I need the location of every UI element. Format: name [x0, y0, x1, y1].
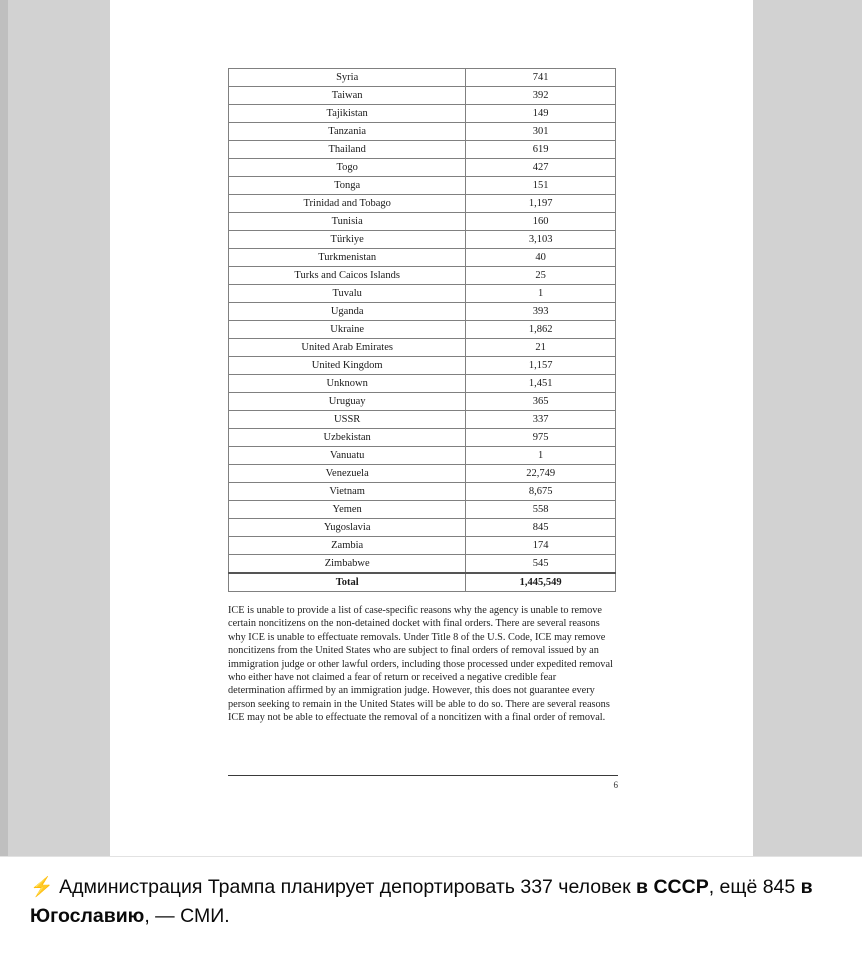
- cell-count: 975: [466, 429, 616, 447]
- cell-count: 393: [466, 303, 616, 321]
- cell-country: Trinidad and Tobago: [229, 195, 466, 213]
- table-row: [229, 483, 616, 501]
- document-page: [110, 0, 753, 856]
- cell-count: 25: [466, 267, 616, 285]
- cell-country: Türkiye: [229, 231, 466, 249]
- cell-country: Yugoslavia: [229, 519, 466, 537]
- table-row: [229, 159, 616, 177]
- table-row: [229, 339, 616, 357]
- cell-country: Tajikistan: [229, 105, 466, 123]
- cell-count: 1,862: [466, 321, 616, 339]
- cell-count: 741: [466, 69, 616, 87]
- cell-country: Yemen: [229, 501, 466, 519]
- cell-country: Ukraine: [229, 321, 466, 339]
- table-row: [229, 321, 616, 339]
- table-row: [229, 87, 616, 105]
- table-row: [229, 123, 616, 141]
- cell-count: 160: [466, 213, 616, 231]
- cell-count: 149: [466, 105, 616, 123]
- table-body: [229, 69, 616, 592]
- table-row: [229, 411, 616, 429]
- removals-by-country-table: [228, 68, 616, 592]
- cell-count: 1: [466, 285, 616, 303]
- caption-part-1: Администрация Трампа планирует депортировать 337 человек: [59, 876, 637, 898]
- cell-country: USSR: [229, 411, 466, 429]
- cell-count: 365: [466, 393, 616, 411]
- cell-country: United Arab Emirates: [229, 339, 466, 357]
- table-row: [229, 267, 616, 285]
- table-row: [229, 213, 616, 231]
- cell-country: Togo: [229, 159, 466, 177]
- cell-country: Tuvalu: [229, 285, 466, 303]
- table-row: [229, 555, 616, 574]
- document-content: [228, 68, 628, 790]
- cell-country: Turkmenistan: [229, 249, 466, 267]
- cell-country: Vietnam: [229, 483, 466, 501]
- caption-bold-2: в Югославию: [30, 876, 813, 927]
- cell-country: Vanuatu: [229, 447, 466, 465]
- table-row: [229, 375, 616, 393]
- table-row: [229, 537, 616, 555]
- cell-count: 1,197: [466, 195, 616, 213]
- cell-count: 174: [466, 537, 616, 555]
- table-row: [229, 177, 616, 195]
- cell-country: Taiwan: [229, 87, 466, 105]
- cell-country: Zambia: [229, 537, 466, 555]
- table-row: [229, 231, 616, 249]
- table-row: [229, 465, 616, 483]
- caption-text: [0, 857, 862, 931]
- cell-count: 1,451: [466, 375, 616, 393]
- caption-part-2: , ещё 845: [708, 876, 801, 898]
- table-row: [229, 69, 616, 87]
- cell-country: Tonga: [229, 177, 466, 195]
- cell-count: 392: [466, 87, 616, 105]
- table-row: [229, 519, 616, 537]
- caption-part-3: , — СМИ.: [144, 905, 230, 927]
- table-total-row: [229, 573, 616, 592]
- cell-country: Uzbekistan: [229, 429, 466, 447]
- cell-country: Syria: [229, 69, 466, 87]
- cell-country: Thailand: [229, 141, 466, 159]
- page-number: 6: [613, 779, 618, 790]
- cell-country: United Kingdom: [229, 357, 466, 375]
- cell-country: Uganda: [229, 303, 466, 321]
- table-row: [229, 195, 616, 213]
- cell-count: 427: [466, 159, 616, 177]
- table-row: [229, 357, 616, 375]
- cell-count: 3,103: [466, 231, 616, 249]
- table-row: [229, 249, 616, 267]
- table-row: [229, 285, 616, 303]
- table-row: [229, 429, 616, 447]
- high-voltage-icon: ⚡: [30, 877, 54, 898]
- cell-country: Tunisia: [229, 213, 466, 231]
- cell-count: 22,749: [466, 465, 616, 483]
- cell-count: 1,157: [466, 357, 616, 375]
- cell-count: 151: [466, 177, 616, 195]
- page-footer-rule: [228, 775, 618, 776]
- cell-count: 558: [466, 501, 616, 519]
- cell-country: Uruguay: [229, 393, 466, 411]
- cell-count: 301: [466, 123, 616, 141]
- cell-count: 8,675: [466, 483, 616, 501]
- cell-total-count: 1,445,549: [466, 573, 616, 592]
- cell-count: 40: [466, 249, 616, 267]
- cell-country: Zimbabwe: [229, 555, 466, 574]
- cell-country: Turks and Caicos Islands: [229, 267, 466, 285]
- cell-count: 1: [466, 447, 616, 465]
- cell-country: Tanzania: [229, 123, 466, 141]
- left-gutter-strip: [0, 0, 8, 856]
- table-row: [229, 105, 616, 123]
- cell-count: 337: [466, 411, 616, 429]
- table-row: [229, 501, 616, 519]
- caption-bold-1: в СССР: [636, 876, 709, 898]
- table-row: [229, 141, 616, 159]
- cell-count: 545: [466, 555, 616, 574]
- cell-count: 619: [466, 141, 616, 159]
- cell-total-label: Total: [229, 573, 466, 592]
- table-row: [229, 447, 616, 465]
- table-row: [229, 303, 616, 321]
- cell-country: Venezuela: [229, 465, 466, 483]
- cell-count: 845: [466, 519, 616, 537]
- document-note-paragraph: ICE is unable to provide a list of case-specific reasons why the agency is unable to remove certain noncitizens on the non-detained docket with final orders. There are several reasons why ICE is unable to effectuate removals. Under Title 8 of the U.S. Code, ICE may remove noncitizens from the United States who are subject to final orders of removal issued by an immigration judge or other lawful orders, including those processed under expedited removal who either have not claimed a fear of return or received a negative credible fear determination affirmed by an immigration judge. However, this does not guarantee every person seeking to remain in the United States will be able to do so. There are several reasons ICE may not be able to effectuate the removal of a noncitizen with a final order of removal.: [228, 605, 613, 724]
- table-row: [229, 393, 616, 411]
- cell-count: 21: [466, 339, 616, 357]
- post-caption-area: [0, 856, 862, 958]
- cell-country: Unknown: [229, 375, 466, 393]
